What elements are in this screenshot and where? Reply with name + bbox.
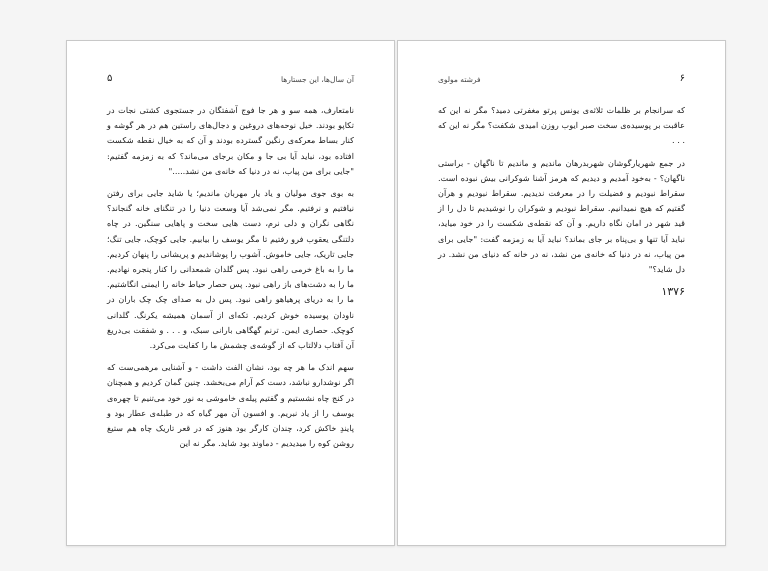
running-head: آن سال‌ها، این جستارها [280, 75, 354, 84]
running-head: فرشته مولوی [438, 75, 481, 84]
left-page [66, 40, 395, 546]
year-signature: ۱۳۷۶ [661, 285, 685, 298]
paragraph: سهم اندک ما هر چه بود، نشان الفت داشت - و آشنایی مرهمی‌ست که اگر نوشدارو نباشد، دست کم آرام می‌بخشد. چنین گمان کردیم و همچنان در کنج چاه نشستیم و گفتیم پیله‌ی خاموشی به نور خود می‌تنیم تا چهره‌ی یوسف را از یاد نبریم. و افسون آن مهر گیاه که در طبله‌ی عطار بود و پایندِ خاکش کرد، چندان کارگر بود هنوز که در قعر تاریک چاه هم ستیغ روشن کوه را میدیدیم - دماوند بود شاید. مگر نه این [107, 362, 354, 449]
page-number: ۵ [107, 73, 113, 84]
left-page-header [107, 75, 354, 87]
paragraph: نامتعارف، همه سو و هر جا فوج آشفتگان در جستجوی کشتی نجات در تکاپو بودند. خیل نوحه‌های دروغین و دجال‌های راستین هم در هر گوشه و کنار بساط معرکه‌ی رنگین گسترده بودند و آن که به خیال نقطه شکست افتاده بود، نباید آیا بی جا و مکان برجای می‌ماند؟ که به زمزمه گفتیم: "جایی برای من پیاب، نه در دنیا که خانه‌ی من نشد....." [107, 105, 354, 176]
left-page-body [107, 103, 354, 458]
right-page-header [438, 75, 685, 87]
right-page-body [438, 103, 685, 284]
page-number: ۶ [679, 73, 685, 84]
right-page [397, 40, 726, 546]
paragraph: به بوی جوی مولیان و یاد یار مهربان ماندیم؛ یا شاید جایی برای رفتن نیافتیم و نرفتیم. مگر نمی‌شد آیا وسعت دنیا را در تنگنای خانه گنجاند؟ نگاهی نگران و دلی نرم، دست هایی سخت و پاهایی سنگین. در چاه دلتنگی یعقوب فرو رفتیم تا مگر یوسف را بیابیم. جایی کوچک، جایی تنگ؛ جایی تاریک، جایی خاموش. آشوب را پوشاندیم و پریشانی را پنهان کردیم. ما را به باغ خرمی راهی نبود. پس گلدان شمعدانی را کنار پنجره نهادیم. ما را به دشت‌های باز راهی نبود. پس حصار حیاط خانه را ایمنی انگاشتیم. ما را به دریای پرهیاهو راهی نبود. پس دل به صدای چک چک باران در ناودان پوسیده خوش کردیم. تکه‌ای از آسمان همیشه یکرنگ. گلدانی کوچک. حصاری ایمن. ترنم گهگاهی بارانی سبک، و . . . و شفقت بی‌دریغ آن آفتاب دلالتاب که از گوشه‌ی چشمش ما را کفایت می‌کرد. [107, 188, 354, 351]
paragraph: که سرانجام بر ظلمات ثلاثه‌ی یونس پرتو مغفرتی دمید؟ مگر نه این که عاقبت بر پوسیده‌ی سخت صبر ایوب روزن امیدی شکفت؟ مگر نه این که . . . [438, 105, 685, 146]
paragraph: در جمع شهریارگوشان شهربدرهان ماندیم و ماندیم تا ناگهان - براستی ناگهان؟ - به‌خود آمدیم و دیدیم که هرمز آشنا شوکرانی بیش نبوده است. سقراط نبودیم و فضیلت را در معرفت ندیدیم. سقراط نبودیم و هرآن گفتیم که هیچ نمیدانیم. سقراط نبودیم و شوکران را نوشیدیم تا دل را از قید شهر در امان نگاه داریم. و آن که نقطه‌ی شکست را در خود میاید، نباید آیا تنها و بی‌پناه بر جای بماند؟ نباید آیا به زمزمه گفت: "جایی برای من پیاب، نه در دنیا که خانه‌ی من نشد، نه در خانه که دنیای من نشد. در دل شاید؟" [438, 157, 685, 275]
